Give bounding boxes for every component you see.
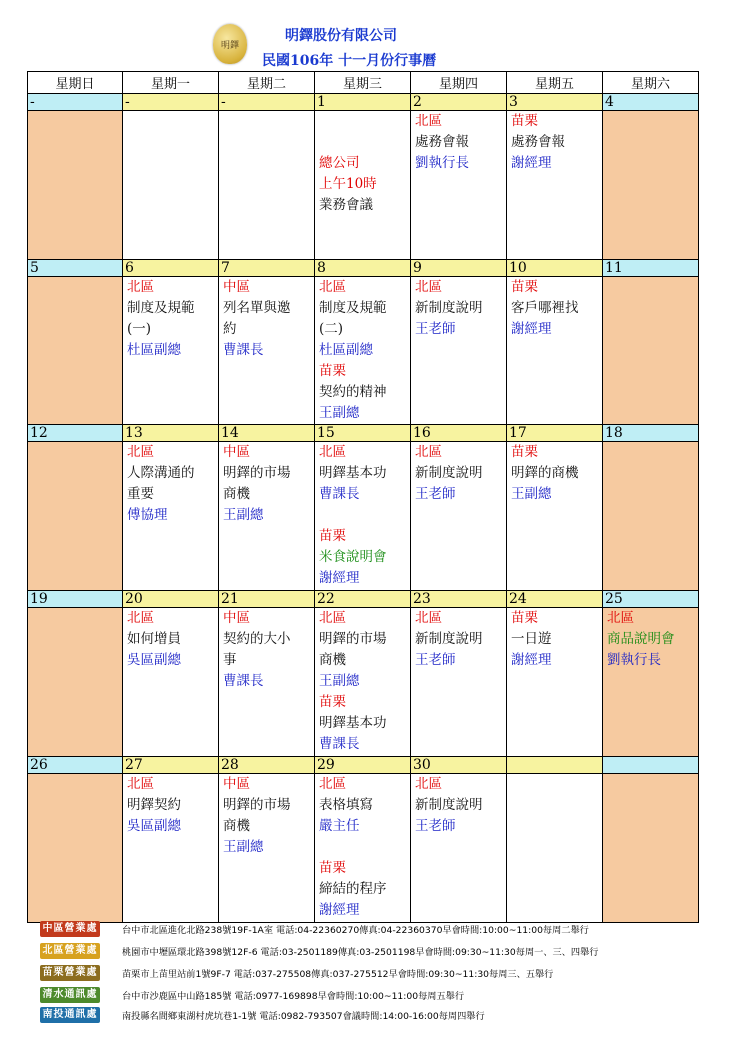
date-row (28, 425, 699, 442)
day-cell (219, 111, 315, 260)
event-speaker: 王副總 (223, 839, 264, 855)
date-number: 24 (507, 591, 603, 608)
event-region: 總公司 (319, 155, 360, 171)
office-badge: 南投通訊處 (40, 1007, 100, 1023)
date-row (28, 591, 699, 608)
monthly-calendar (27, 71, 699, 923)
office-details: 苗栗市上苗里站前1號9F-7 電話:037-275508傳真:037-275512早會時間:09:30~11:30每周三、五舉行 (122, 969, 554, 980)
event-title: 如何增員 (127, 631, 181, 647)
date-number: 7 (219, 260, 315, 277)
event-speaker: 王老師 (415, 321, 456, 337)
date-number: 6 (123, 260, 219, 277)
event-region: 苗栗 (319, 363, 346, 379)
event-spacer (315, 111, 410, 132)
day-cell (219, 608, 315, 757)
date-number: 29 (315, 757, 411, 774)
event-title: 商品說明會 (607, 631, 675, 647)
day-cell (603, 111, 699, 260)
weekday-thu: 星期四 (411, 72, 507, 94)
event-title: 處務會報 (511, 134, 565, 150)
weekday-wed: 星期三 (315, 72, 411, 94)
event-region: 北區 (319, 610, 346, 626)
event-speaker: 吳區副總 (127, 818, 181, 834)
event-region: 北區 (127, 610, 154, 626)
event-title: 商機 (223, 818, 250, 834)
event-title: 米食說明會 (319, 549, 387, 565)
event-region: 北區 (415, 113, 442, 129)
date-number: 22 (315, 591, 411, 608)
day-cell (219, 277, 315, 425)
events-row (28, 608, 699, 757)
event-region: 北區 (319, 279, 346, 295)
weekday-mon: 星期一 (123, 72, 219, 94)
office-entry (40, 987, 740, 1005)
event-speaker: 吳區副總 (127, 652, 181, 668)
events-row (28, 442, 699, 591)
event-region: 北區 (415, 610, 442, 626)
event-title: 列名單與邀 (223, 300, 291, 316)
event-region: 中區 (223, 610, 250, 626)
weekday-sat: 星期六 (603, 72, 699, 94)
event-region: 北區 (319, 444, 346, 460)
event-speaker: 王老師 (415, 652, 456, 668)
office-entry (40, 921, 740, 939)
event-speaker: 王副總 (511, 486, 552, 502)
day-cell (28, 774, 123, 923)
date-number (603, 757, 699, 774)
day-cell (28, 111, 123, 260)
date-number: 9 (411, 260, 507, 277)
office-badge: 清水通訊處 (40, 987, 100, 1003)
date-number: - (219, 94, 315, 111)
event-region: 北區 (127, 776, 154, 792)
event-speaker: 劉執行長 (607, 652, 661, 668)
event-speaker: 傅協理 (127, 507, 168, 523)
day-cell (315, 277, 411, 425)
date-number: 1 (315, 94, 411, 111)
day-cell (507, 608, 603, 757)
event-region: 北區 (127, 444, 154, 460)
day-cell (315, 608, 411, 757)
events-row (28, 111, 699, 260)
event-speaker: 劉執行長 (415, 155, 469, 171)
company-logo (213, 24, 247, 64)
date-number: 8 (315, 260, 411, 277)
event-speaker: 謝經理 (511, 321, 552, 337)
event-title: 契約的大小 (223, 631, 291, 647)
office-entry (40, 943, 740, 961)
day-cell (507, 277, 603, 425)
event-title: 締結的程序 (319, 881, 387, 897)
event-spacer (315, 837, 410, 858)
date-number: 28 (219, 757, 315, 774)
date-row (28, 260, 699, 277)
day-cell (123, 442, 219, 591)
date-number: 19 (28, 591, 123, 608)
day-cell (28, 442, 123, 591)
day-cell (603, 442, 699, 591)
event-title: 約 (223, 321, 237, 337)
day-cell (603, 277, 699, 425)
event-speaker: 王副總 (319, 673, 360, 689)
office-badge: 苗栗營業處 (40, 965, 100, 981)
event-title: (二) (319, 321, 344, 337)
date-number: 17 (507, 425, 603, 442)
event-title: 客戶哪裡找 (511, 300, 579, 316)
day-cell (411, 442, 507, 591)
event-title: 明鐸的市場 (223, 465, 291, 481)
date-number: 26 (28, 757, 123, 774)
event-title: 明鐸基本功 (319, 715, 387, 731)
event-speaker: 曹課長 (223, 342, 264, 358)
date-row (28, 757, 699, 774)
day-cell (219, 774, 315, 923)
day-cell (28, 277, 123, 425)
day-cell (411, 774, 507, 923)
date-row (28, 94, 699, 111)
company-name: 明鐸股份有限公司 (285, 28, 397, 44)
day-cell (603, 774, 699, 923)
date-number: - (123, 94, 219, 111)
event-region: 中區 (223, 776, 250, 792)
office-entry (40, 1007, 740, 1025)
day-cell (28, 608, 123, 757)
events-row (28, 774, 699, 923)
event-speaker: 王副總 (223, 507, 264, 523)
date-number: 20 (123, 591, 219, 608)
date-number: - (28, 94, 123, 111)
date-number: 11 (603, 260, 699, 277)
day-cell (123, 774, 219, 923)
office-details: 台中市北區進化北路238號19F-1A室 電話:04-22360270傳真:04-22360370早會時間:10:00~11:00每周二舉行 (122, 925, 589, 936)
day-cell (315, 774, 411, 923)
calendar-title: 民國106年 十一月份行事曆 (262, 53, 437, 69)
event-region: 苗栗 (319, 528, 346, 544)
event-speaker: 曹課長 (319, 736, 360, 752)
event-speaker: 杜區副總 (127, 342, 181, 358)
event-title: 制度及規範 (127, 300, 195, 316)
date-number: 23 (411, 591, 507, 608)
event-region: 中區 (223, 279, 250, 295)
event-region: 上午10時 (319, 176, 377, 192)
event-region: 苗栗 (319, 694, 346, 710)
event-region: 苗栗 (511, 610, 538, 626)
event-speaker: 曹課長 (223, 673, 264, 689)
event-title: 制度及規範 (319, 300, 387, 316)
date-number: 12 (28, 425, 123, 442)
event-speaker: 王副總 (319, 405, 360, 421)
event-region: 苗栗 (511, 279, 538, 295)
event-region: 苗栗 (319, 860, 346, 876)
event-speaker: 謝經理 (511, 652, 552, 668)
day-cell (603, 608, 699, 757)
event-region: 中區 (223, 444, 250, 460)
day-cell (123, 277, 219, 425)
day-cell (411, 608, 507, 757)
event-title: 明鐸基本功 (319, 465, 387, 481)
event-title: 明鐸契約 (127, 797, 181, 813)
day-cell (123, 608, 219, 757)
event-speaker: 謝經理 (511, 155, 552, 171)
date-number: 13 (123, 425, 219, 442)
day-cell (219, 442, 315, 591)
event-title: 表格填寫 (319, 797, 373, 813)
event-speaker: 杜區副總 (319, 342, 373, 358)
event-title: 明鐸的市場 (223, 797, 291, 813)
weekday-header-row (28, 72, 699, 94)
event-region: 北區 (319, 776, 346, 792)
event-speaker: 嚴主任 (319, 818, 360, 834)
event-region: 北區 (415, 776, 442, 792)
event-title: 新制度說明 (415, 465, 483, 481)
date-number: 16 (411, 425, 507, 442)
date-number: 25 (603, 591, 699, 608)
event-title: 重要 (127, 486, 154, 502)
weekday-tue: 星期二 (219, 72, 315, 94)
day-cell (315, 111, 411, 260)
event-title: 一日遊 (511, 631, 552, 647)
date-number: 3 (507, 94, 603, 111)
day-cell (123, 111, 219, 260)
event-title: (一) (127, 321, 152, 337)
date-number: 10 (507, 260, 603, 277)
date-number: 5 (28, 260, 123, 277)
event-title: 明鐸的商機 (511, 465, 579, 481)
date-number: 2 (411, 94, 507, 111)
event-title: 人際溝通的 (127, 465, 195, 481)
event-speaker: 謝經理 (319, 570, 360, 586)
event-title: 商機 (223, 486, 250, 502)
event-region: 北區 (415, 279, 442, 295)
logo-text: 明鐸 (220, 41, 239, 51)
day-cell (315, 442, 411, 591)
event-title: 新制度說明 (415, 797, 483, 813)
event-title: 事 (223, 652, 237, 668)
date-number: 4 (603, 94, 699, 111)
event-title: 業務會議 (319, 197, 373, 213)
date-number: 14 (219, 425, 315, 442)
event-title: 商機 (319, 652, 346, 668)
office-details: 南投縣名間鄉東湖村虎坑巷1-1號 電話:0982-793507會議時間:14:00-16:00每周四舉行 (122, 1011, 485, 1022)
event-title: 新制度說明 (415, 300, 483, 316)
event-region: 北區 (127, 279, 154, 295)
date-number: 15 (315, 425, 411, 442)
event-region: 北區 (607, 610, 634, 626)
event-region: 苗栗 (511, 113, 538, 129)
day-cell (411, 277, 507, 425)
event-speaker: 王老師 (415, 818, 456, 834)
event-region: 北區 (415, 444, 442, 460)
office-details: 台中市沙鹿區中山路185號 電話:0977-169898早會時間:10:00~11:00每周五舉行 (122, 991, 465, 1002)
date-number: 21 (219, 591, 315, 608)
office-badge: 中區營業處 (40, 921, 100, 937)
event-title: 契約的精神 (319, 384, 387, 400)
event-speaker: 王老師 (415, 486, 456, 502)
date-number (507, 757, 603, 774)
day-cell (507, 774, 603, 923)
day-cell (411, 111, 507, 260)
office-details: 桃園市中壢區環北路398號12F-6 電話:03-2501189傳真:03-2501198早會時間:09:30~11:30每周一、三、四舉行 (122, 947, 599, 958)
office-badge: 北區營業處 (40, 943, 100, 959)
event-title: 新制度說明 (415, 631, 483, 647)
event-region: 苗栗 (511, 444, 538, 460)
weekday-fri: 星期五 (507, 72, 603, 94)
date-number: 30 (411, 757, 507, 774)
date-number: 18 (603, 425, 699, 442)
weekday-sun: 星期日 (28, 72, 123, 94)
day-cell (507, 111, 603, 260)
office-entry (40, 965, 740, 983)
event-title: 明鐸的市場 (319, 631, 387, 647)
date-number: 27 (123, 757, 219, 774)
event-speaker: 曹課長 (319, 486, 360, 502)
day-cell (507, 442, 603, 591)
event-title: 處務會報 (415, 134, 469, 150)
event-spacer (315, 132, 410, 153)
events-row (28, 277, 699, 425)
event-speaker: 謝經理 (319, 902, 360, 918)
event-spacer (315, 505, 410, 526)
